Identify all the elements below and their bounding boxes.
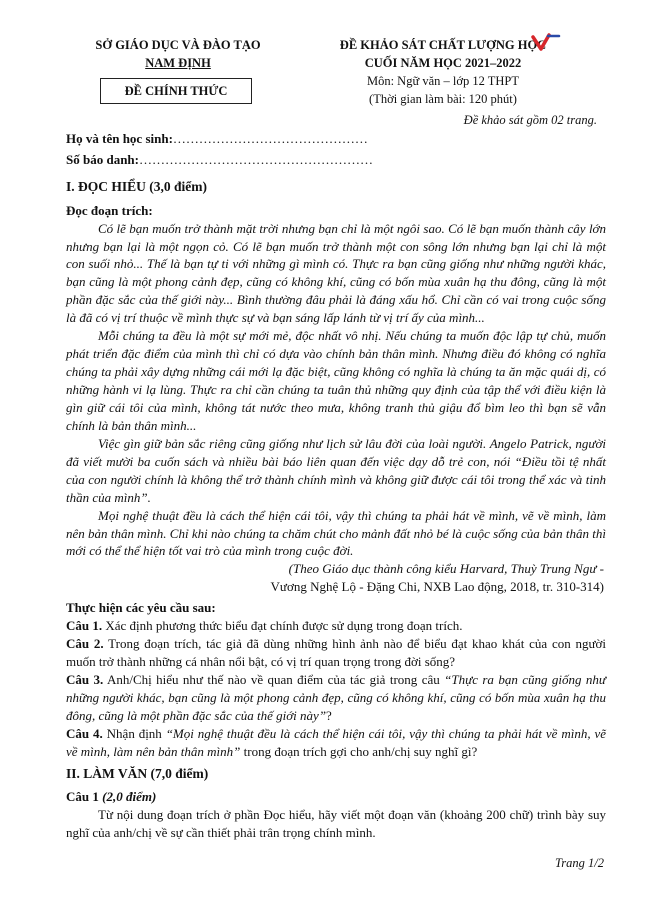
- tasks-label: Thực hiện các yêu cầu sau:: [66, 600, 216, 616]
- question-1: [66, 617, 606, 635]
- question-4: [66, 725, 606, 761]
- question-3-text-after: ?: [326, 707, 332, 723]
- exam-title-1: ĐỀ KHẢO SÁT CHẤT LƯỢNG HỌC: [339, 38, 547, 52]
- org-line-1: SỞ GIÁO DỤC VÀ ĐÀO TẠO: [95, 38, 261, 52]
- exam-time: (Thời gian làm bài: 120 phút): [369, 92, 517, 107]
- citation-line-1: (Theo Giáo dục thành công kiểu Harvard, Thuỳ Trung Ngư -: [288, 561, 604, 577]
- exam-title-2: CUỐI NĂM HỌC 2021–2022: [364, 56, 522, 71]
- header-organization: [78, 36, 278, 72]
- question-2: [66, 635, 606, 671]
- logo-icon: [531, 33, 561, 51]
- question-4-label: Câu 4.: [66, 725, 103, 741]
- pages-note: Đề khảo sát gồm 02 trang.: [463, 113, 597, 127]
- question-3: [66, 671, 606, 725]
- page-number: Trang 1/2: [555, 856, 604, 870]
- student-name-label: Họ và tên học sinh:: [66, 131, 173, 146]
- official-label-box: ĐỀ CHÍNH THỨC: [100, 78, 252, 104]
- section-1-title: I. ĐỌC HIỂU (3,0 điểm): [66, 179, 207, 194]
- question-1-label: Câu 1.: [66, 618, 103, 634]
- question-4-text-before: Nhận định: [106, 725, 166, 741]
- read-label: Đọc đoạn trích:: [66, 202, 153, 218]
- question-4-quote: “Mọi nghệ thuật đều là cách thể hiện cái tôi, vậy thì chúng ta phải hát về mình, vẽ về mình, làm nên bản thân mình”: [66, 725, 607, 759]
- section-2-q1-label: Câu 1: [66, 789, 99, 805]
- question-3-label: Câu 3.: [66, 672, 104, 687]
- section-2-q1-points: (2,0 điểm): [102, 789, 157, 805]
- question-1-text: Xác định phương thức biểu đạt chính được sử dụng trong đoạn trích.: [105, 618, 463, 634]
- citation-line-2: Vương Nghệ Lộ - Đặng Chi, NXB Lao động, 2018, tr. 310-314): [270, 579, 604, 595]
- question-2-text: Trong đoạn trích, tác giả đã dùng những hình ảnh nào để biểu đạt khao khát của con người muốn trở thành những cá nhân nổi bật, có vị trí quan trọng trong đời sống?: [66, 636, 607, 670]
- student-id-label: Số báo danh:: [66, 152, 139, 167]
- question-3-quote: “Thực ra bạn cũng giống như những người khác, bạn cũng là một phong cảnh đẹp, cũng có không khí, cũng có bốn mùa xuân hạ thu đông, cũng là một phần đặc sắc của thế giới này”: [66, 672, 606, 723]
- passage-paragraph-2: Mỗi chúng ta đều là một sự mới mẻ, độc nhất vô nhị. Nếu chúng ta muốn độc lập tự chủ, muốn phát triển đặc điểm của mình thì chỉ có dựa vào chính bản thân mình. Nhưng điều đó không có nghĩa chúng ta phải xây dựng những cái mới lạ đặc biệt, cũng không có nghĩa là chúng ta ăn mặc quái dị, có những hành vi lạ lùng. Thực ra chỉ cần chúng ta tuân thủ những quy định của tập thể với điều kiện là gìn giữ cái tôi của mình, không tát nước theo mưa, không tranh thủ giậu đổ bìm leo thì bạn sẽ vẫn chính là bản thân mình...: [66, 328, 606, 433]
- student-id-field: [66, 151, 373, 169]
- question-4-text-after: trong đoạn trích gợi cho anh/chị suy nghĩ gì?: [240, 743, 478, 759]
- question-3-text-before: Anh/Chị hiểu như thế nào về quan điểm của tác giả trong câu: [106, 672, 445, 687]
- student-name-field: [66, 130, 368, 148]
- student-id-dots: ………………………………………………: [138, 152, 373, 167]
- exam-subject: Môn: Ngữ văn – lớp 12 THPT: [366, 74, 520, 89]
- passage-paragraph-3: Việc gìn giữ bản sắc riêng cũng giống như lịch sử lâu đời của loài người. Angelo Patrick, người đã viết mười ba cuốn sách và nhiều bài báo liên quan đến việc dạy dỗ trẻ con, nói “Điều tồi tệ nhất của con người chính là không thể trở thành chính mình và không giữ được cái tôi trong thể xác và tinh thần của mình”.: [66, 435, 606, 505]
- section-2-title: II. LÀM VĂN (7,0 điểm): [66, 765, 209, 781]
- question-2-label: Câu 2.: [66, 636, 104, 652]
- section-2-q1-text: Từ nội dung đoạn trích ở phần Đọc hiểu, hãy viết một đoạn văn (khoảng 200 chữ) trình bày suy nghĩ của anh/chị về sự cần thiết phải trân trọng chính mình.: [66, 807, 606, 841]
- org-line-2: NAM ĐỊNH: [145, 56, 211, 71]
- exam-content: [66, 178, 606, 842]
- student-name-dots: ………………………………………: [172, 131, 368, 146]
- passage-paragraph-4: Mọi nghệ thuật đều là cách thể hiện cái tôi, vậy thì chúng ta phải hát về mình, vẽ về mình, làm nên bản thân mình. Chỉ khi nào chúng ta chăm chút cho mảnh đất nhỏ bé là cuộc sống của bản thân thì mới có thể thể hiện tốt vai trò của mình trong cuộc đời.: [66, 507, 606, 559]
- section-2-question-1-heading: [66, 788, 606, 806]
- passage-paragraph-1: Có lẽ bạn muốn trở thành mặt trời nhưng bạn chỉ là một ngôi sao. Có lẽ bạn muốn thành cây lớn nhưng bạn lại là một ngọn cỏ. Có lẽ bạn muốn trở thành một con sông lớn nhưng bạn lại chỉ là một con suối nhỏ... Thế là bạn tự ti với những gì mình có. Thực ra bạn cũng giống như những người khác, bạn cũng là một phong cảnh đẹp, cũng có không khí, cũng có bốn mùa xuân hạ thu đông, cũng là một phần đặc sắc của thế giới này... Bình thường đâu phải là đáng xấu hổ. Chỉ cần có vai trong cuộc sống là đã có vị trí thuộc về mình thực sự và bạn sáng lấp lánh từ vị trí ấy của mình...: [66, 220, 606, 326]
